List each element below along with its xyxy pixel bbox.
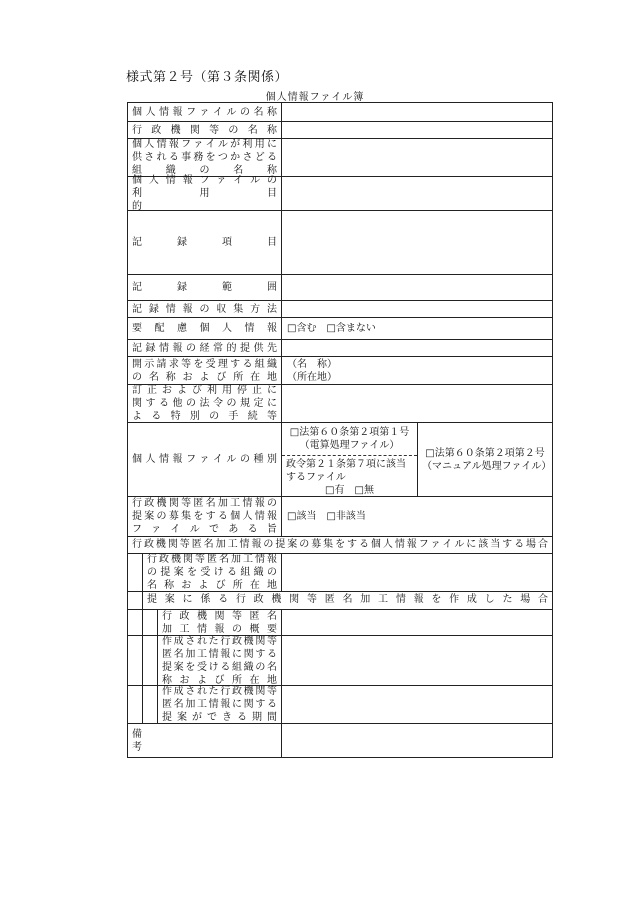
sensitive-info-checkboxes[interactable]: □含む □含まない [287,323,376,334]
row-remarks [128,723,552,757]
row-applicable-case-header [128,536,552,553]
request-office-name[interactable]: （名 称） [287,358,337,370]
value-purpose[interactable] [282,177,552,210]
label-created-office-3: 提案を受ける組織の名 [162,661,277,673]
value-created-proposal-office[interactable] [282,636,552,685]
label-anonymized-2: 提案の募集をする個人情報 [132,511,277,522]
value-special-procedures[interactable] [282,385,552,422]
row-agency-name [128,121,552,138]
label-sensitive-info: 要配慮個人情報 [132,323,277,334]
label-purpose-1: 個人情報ファイルの [132,175,277,186]
value-agency-name[interactable] [282,122,552,138]
label-request-office-1: 開示請求等を受理する組織 [132,358,277,370]
ordinance-checkboxes[interactable]: □有 □無 [325,485,374,496]
label-record-range: 記 録 範 囲 [132,282,277,293]
value-file-name[interactable] [282,103,552,121]
label-applicable-case: 行政機関等匿名加工情報の提案の募集をする個人情報ファイルに該当する場合 [132,539,548,550]
row-proposal-office [128,553,552,591]
label-agency-name: 行政機関等の名称 [132,124,277,136]
label-collection-method: 記録情報の収集方法 [132,303,277,315]
row-file-type [128,422,552,496]
value-proposal-office[interactable] [282,554,552,591]
value-organization[interactable] [282,139,552,176]
row-created-proposal-office [128,635,552,685]
label-regular-recipients: 記録情報の経常的提供先 [132,342,277,354]
request-office-address[interactable]: （所在地） [287,371,337,383]
label-anonymized-1: 行政機関等匿名加工情報の [132,498,277,509]
file-type-manual[interactable]: □法第６０条第２項第２号 （マニュアル処理ファイル） [422,447,552,472]
label-created-office-4: 称および所在地 [162,674,277,686]
label-purpose-2: 利 用 目 的 [132,188,327,212]
label-overview-1: 行政機関等匿名 [162,610,277,622]
value-regular-recipients[interactable] [282,340,552,356]
row-purpose [128,176,552,210]
personal-info-file-register-table [127,102,553,758]
label-organization-3: 組 織 の 名 称 [132,165,277,176]
label-special-procedures-3: よる特別の手続等 [132,411,277,422]
label-request-office-2: の名称および所在地 [132,371,277,383]
form-number: 様式第２号（第３条関係） [126,70,289,85]
value-record-range[interactable] [282,275,552,300]
label-created-office-2: 匿名加工情報に関する [162,648,277,660]
row-anonymized-solicitation [128,496,552,536]
row-proposal-period [128,685,552,723]
label-created-office-1: 作成された行政機関等 [162,635,277,647]
label-created-case: 提案に係る行政機関等匿名加工情報を作成した場合 [147,594,548,605]
row-record-range [128,274,552,300]
file-type-electronic[interactable]: □法第６０条第２項第１号 （電算処理ファイル） [282,423,417,456]
row-sensitive-info [128,317,552,339]
label-period-2: 匿名加工情報に関する [162,699,277,710]
value-record-items[interactable] [282,211,552,274]
label-special-procedures-2: 関する他の法令の規定に [132,398,277,409]
label-file-name: 個人情報ファイルの名称 [132,106,277,118]
label-organization-2: 供される事務をつかさどる [132,152,277,163]
label-period-3: 提案ができる期間 [162,712,277,723]
label-proposal-office-1: 行政機関等匿名加工情報 [147,554,277,565]
value-anonymized-overview[interactable] [282,610,552,635]
row-created-case-header [128,591,552,609]
label-organization-1: 個人情報ファイルが利用に [132,139,277,150]
row-request-office [128,356,552,384]
label-remarks: 備 考 [132,728,282,753]
row-collection-method [128,300,552,317]
row-organization [128,138,552,176]
label-record-items: 記 録 項 目 [132,237,277,248]
label-special-procedures-1: 訂正および利用停止に [132,385,277,396]
label-anonymized-3: ファイルである旨 [132,524,277,535]
label-file-type: 個人情報ファイルの種別 [132,454,277,465]
label-overview-2: 加工情報の概要 [162,623,277,635]
value-remarks[interactable] [282,724,552,757]
row-special-procedures [128,384,552,422]
value-proposal-period[interactable] [282,686,552,723]
row-file-name [128,103,552,121]
anonymized-checkboxes[interactable]: □該当 □非該当 [287,511,366,522]
label-period-1: 作成された行政機関等 [162,686,277,697]
file-type-ordinance: 政令第２１条第７項に該当 するファイル □有 □無 [282,456,417,499]
row-record-items [128,210,552,274]
label-proposal-office-2: の提案を受ける組織の [147,567,277,578]
row-regular-recipients [128,339,552,356]
row-anonymized-overview [128,609,552,635]
value-collection-method[interactable] [282,301,552,317]
label-proposal-office-3: 名称および所在地 [147,580,277,591]
document-title: 個人情報ファイル簿 [265,92,365,103]
